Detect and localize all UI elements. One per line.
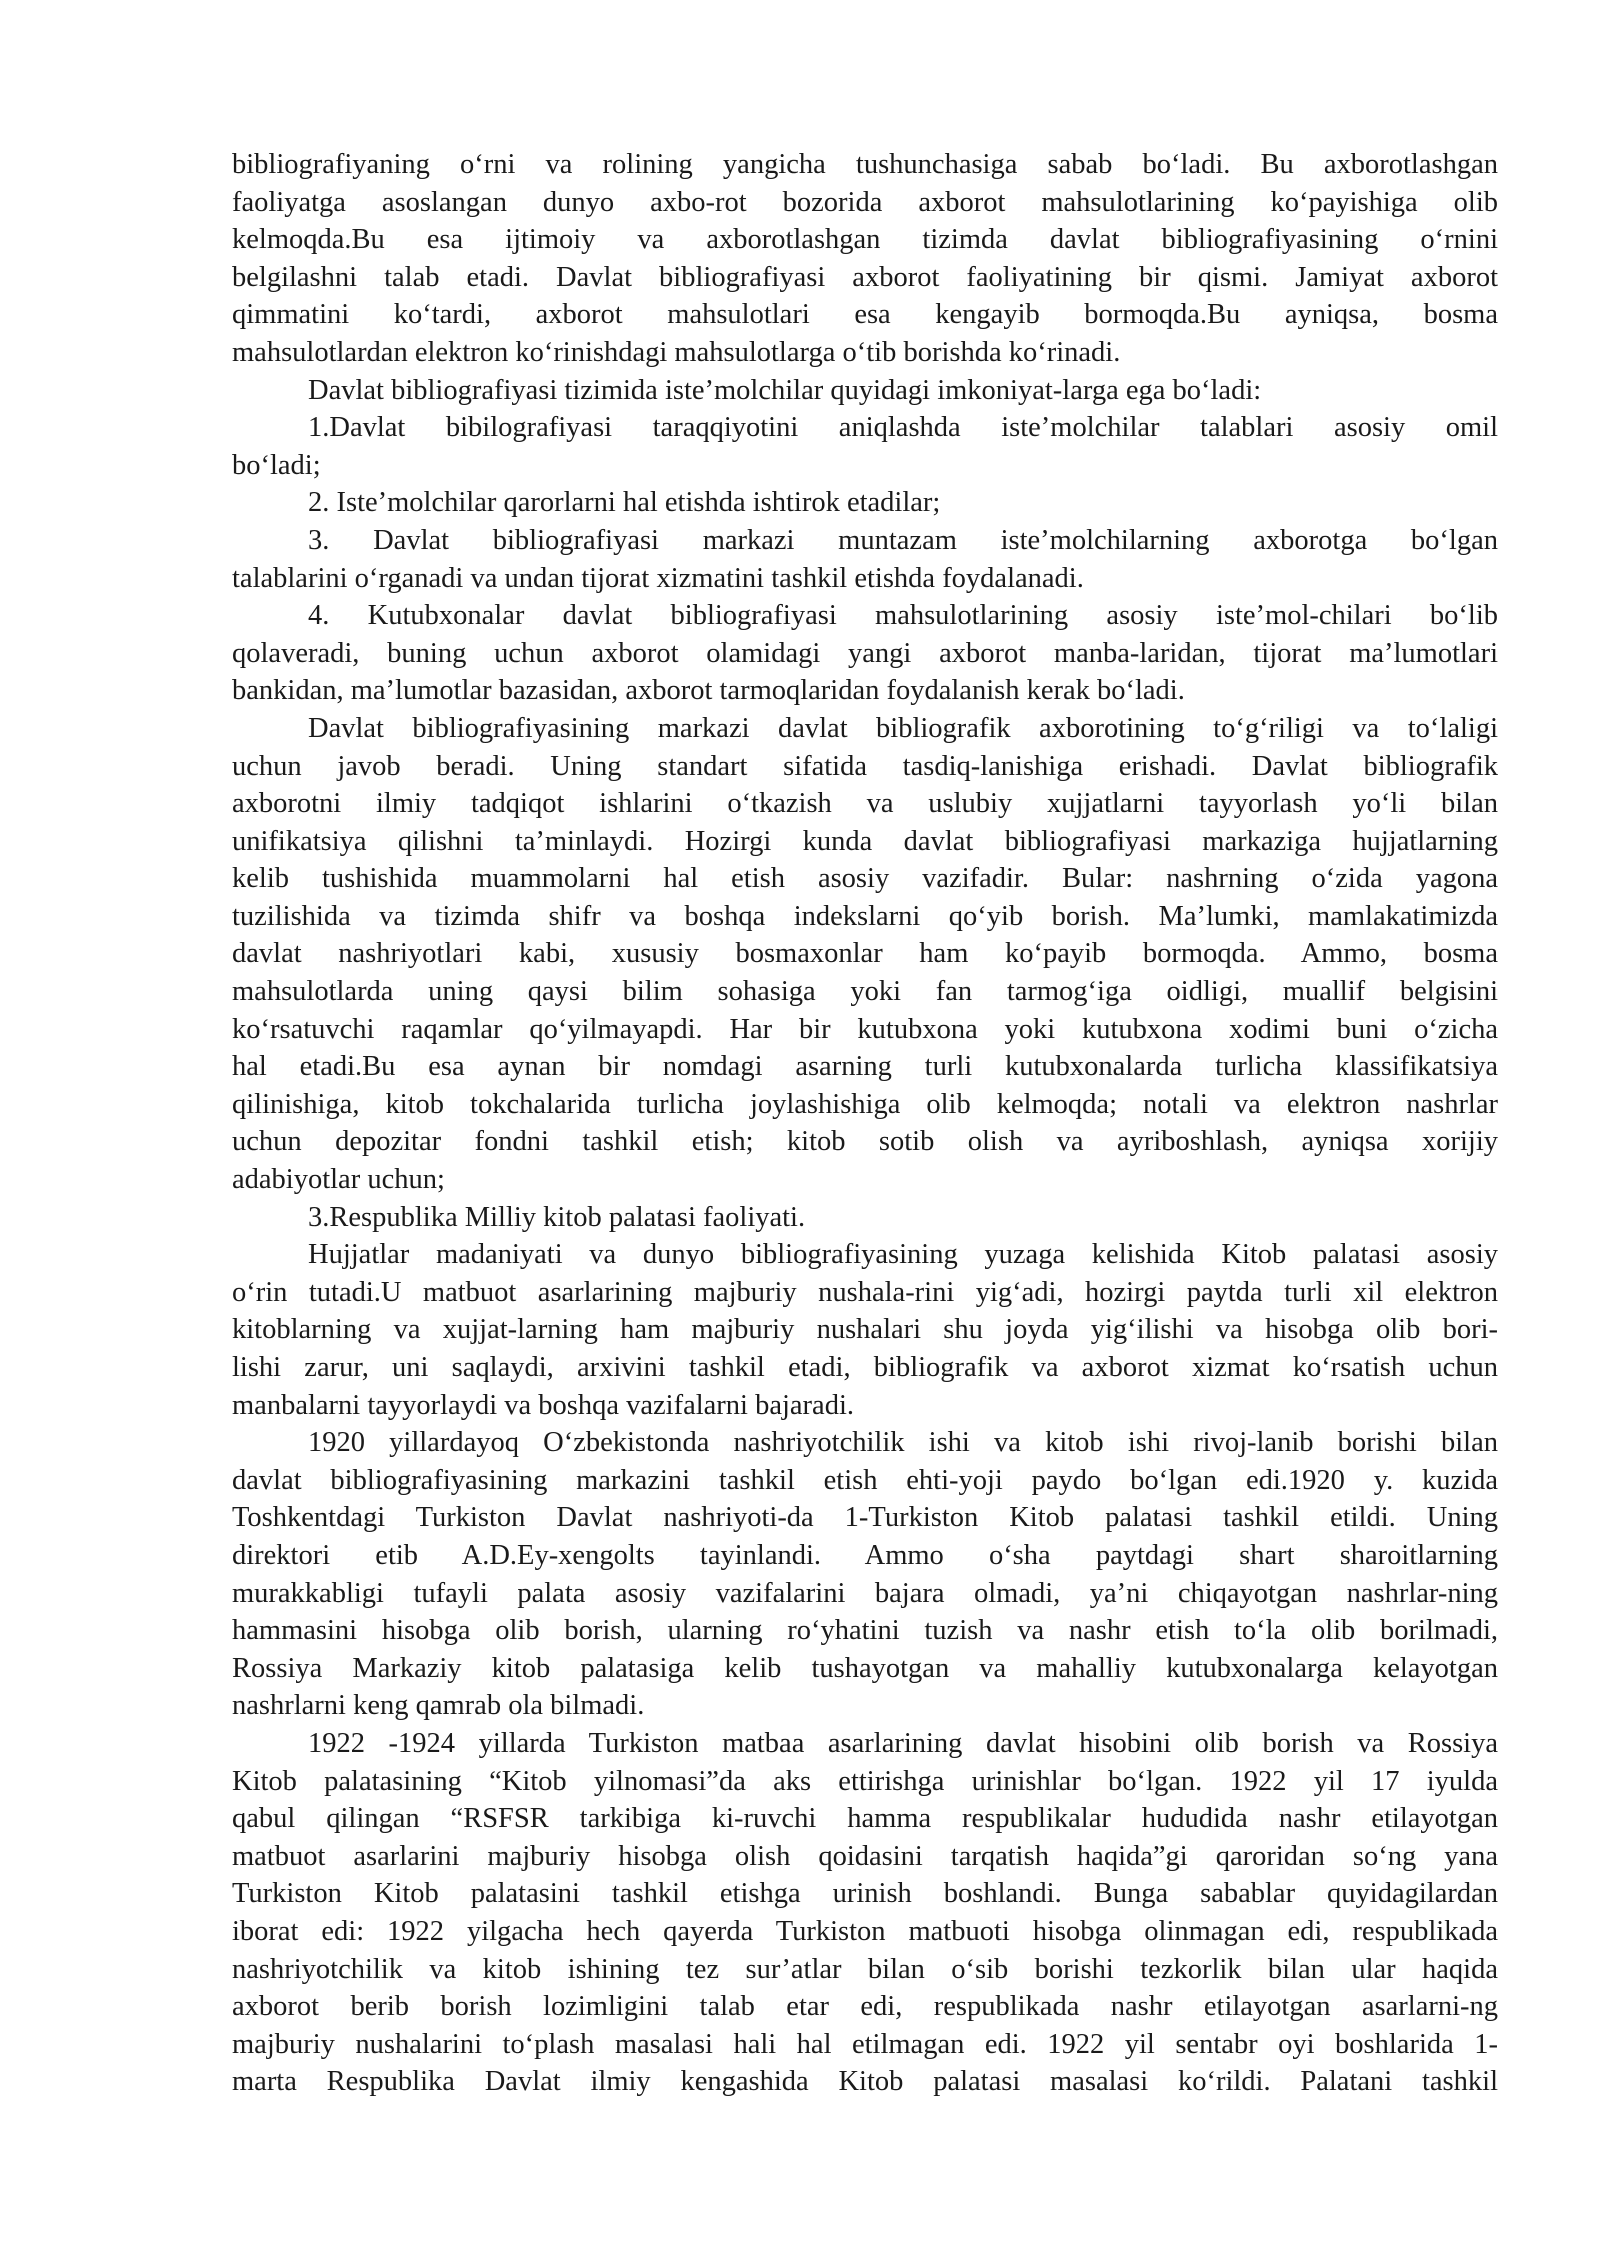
text-line: hal etadi.Bu esa aynan bir nomdagi asarning turli kutubxonalarda turlicha klassifikatsiya: [232, 1051, 1498, 1083]
text-line: qolaveradi, buning uchun axborot olamidagi yangi axborot manba-laridan, tijorat ma’lumotlari: [232, 637, 1498, 669]
text-line: Davlat bibliografiyasining markazi davlat bibliografik axborotining to‘g‘riligi va to‘laligi: [308, 712, 1498, 744]
text-line: Rossiya Markaziy kitob palatasiga kelib tushayotgan va mahalliy kutubxonalarga kelayotgan: [232, 1652, 1498, 1684]
text-line: lishi zarur, uni saqlaydi, arxivini tashkil etadi, bibliografik va axborot xizmat ko‘rsatish uchun: [232, 1352, 1498, 1383]
text-line: 1.Davlat bibilografiyasi taraqqiyotini aniqlashda iste’molchilar talablari asosiy omil: [308, 412, 1498, 444]
text-line: bo‘ladi;: [232, 449, 321, 481]
text-line: uchun depozitar fondni tashkil etish; kitob sotib olish va ayriboshlash, ayniqsa xorijiy: [232, 1126, 1498, 1158]
text-line: bibliografiyaning o‘rni va rolining yangicha tushunchasiga sabab bo‘ladi. Bu axborotlashgan: [232, 149, 1498, 180]
text-line: qabul qilingan “RSFSR tarkibiga ki-ruvchi hamma respublikalar hududida nashr etilayotgan: [232, 1803, 1498, 1835]
text-line: majburiy nushalarini to‘plash masalasi hali hal etilmagan edi. 1922 yil sentabr oyi boshlarida 1-: [232, 2028, 1498, 2060]
text-line: tuzilishida va tizimda shifr va boshqa indekslarni qo‘yib borish. Ma’lumki, mamlakatimizda: [232, 900, 1498, 932]
text-line: Hujjatlar madaniyati va dunyo bibliografiyasining yuzaga kelishida Kitob palatasi asosiy: [308, 1239, 1498, 1271]
text-line: davlat bibliografiyasining markazini tashkil etish ehti-yoji paydo bo‘lgan edi.1920 y. kuzida: [232, 1464, 1498, 1496]
text-line: hammasini hisobga olib borish, ularning ro‘yhatini tuzish va nashr etish to‘la olib borilmadi,: [232, 1615, 1498, 1647]
text-line: talablarini o‘rganadi va undan tijorat xizmatini tashkil etishda foydalanadi.: [232, 562, 1084, 594]
text-line: nashriyotchilik va kitob ishining tez sur’atlar bilan o‘sib borishi tezkorlik bilan ular haqida: [232, 1953, 1498, 1985]
text-line: faoliyatga asoslangan dunyo axbo-rot bozorida axborot mahsulotlarining ko‘payishiga olib: [232, 186, 1498, 218]
text-line: mahsulotlarda uning qaysi bilim sohasiga yoki fan tarmog‘iga oidligi, muallif belgisini: [232, 976, 1498, 1008]
text-line: 2. Iste’molchilar qarorlarni hal etishda ishtirok etadilar;: [308, 487, 941, 519]
text-line: qilinishiga, kitob tokchalarida turlicha joylashishiga olib kelmoqda; notali va elektron nashrlar: [232, 1088, 1498, 1120]
text-line: marta Respublika Davlat ilmiy kengashida Kitob palatasi masalasi ko‘rildi. Palatani tashkil: [232, 2066, 1498, 2098]
document-page: [232, 146, 1498, 2101]
text-line: kitoblarning va xujjat-larning ham majburiy nushalari shu joyda yig‘ilishi va hisobga olib bori-: [232, 1314, 1498, 1346]
text-line: bankidan, ma’lumotlar bazasidan, axborot tarmoqlaridan foydalanish kerak bo‘ladi.: [232, 675, 1185, 707]
text-line: Davlat bibliografiyasi tizimida iste’molchilar quyidagi imkoniyat-larga ega bo‘ladi:: [308, 374, 1262, 406]
text-line: direktori etib A.D.Ey-xengolts tayinlandi. Ammo o‘sha paytdagi shart sharoitlarning: [232, 1539, 1498, 1571]
text-line: axborotni ilmiy tadqiqot ishlarini o‘tkazish va uslubiy xujjatlarni tayyorlash yo‘li bilan: [232, 788, 1498, 820]
text-line: 1922 -1924 yillarda Turkiston matbaa asarlarining davlat hisobini olib borish va Rossiya: [308, 1727, 1498, 1759]
text-line: 1920 yillardayoq O‘zbekistonda nashriyotchilik ishi va kitob ishi rivoj-lanib borishi bilan: [308, 1427, 1498, 1459]
text-line: mahsulotlardan elektron ko‘rinishdagi mahsulotlarga o‘tib borishda ko‘rinadi.: [232, 336, 1121, 368]
text-line: manbalarni tayyorlaydi va boshqa vazifalarni bajaradi.: [232, 1389, 854, 1421]
text-line: Kitob palatasining “Kitob yilnomasi”da aks ettirishga urinishlar bo‘lgan. 1922 yil 17 iyulda: [232, 1765, 1498, 1797]
text-line: ko‘rsatuvchi raqamlar qo‘yilmayapdi. Har bir kutubxona yoki kutubxona xodimi buni o‘zicha: [232, 1013, 1498, 1045]
text-line: 4. Kutubxonalar davlat bibliografiyasi mahsulotlarining asosiy iste’mol-chilari bo‘lib: [308, 600, 1498, 632]
text-line: o‘rin tutadi.U matbuot asarlarining majburiy nushala-rini yig‘adi, hozirgi paytda turli xil elektron: [232, 1276, 1498, 1308]
text-line: murakkabligi tufayli palata asosiy vazifalarini bajara olmadi, ya’ni chiqayotgan nashrlar-ning: [232, 1577, 1498, 1609]
text-line: Toshkentdagi Turkiston Davlat nashriyoti-da 1-Turkiston Kitob palatasi tashkil etildi. Uning: [232, 1502, 1498, 1534]
text-line: 3. Davlat bibliografiyasi markazi muntazam iste’molchilarning axborotga bo‘lgan: [308, 524, 1498, 556]
text-line: iborat edi: 1922 yilgacha hech qayerda Turkiston matbuoti hisobga olinmagan edi, respublikada: [232, 1915, 1498, 1947]
text-line: 3.Respublika Milliy kitob palatasi faoliyati.: [308, 1201, 806, 1233]
text-line: qimmatini ko‘tardi, axborot mahsulotlari esa kengayib bormoqda.Bu ayniqsa, bosma: [232, 299, 1498, 331]
text-line: uchun javob beradi. Uning standart sifatida tasdiq-lanishiga erishadi. Davlat bibliografik: [232, 750, 1498, 782]
text-line: kelmoqda.Bu esa ijtimoiy va axborotlashgan tizimda davlat bibliografiyasining o‘rnini: [232, 224, 1498, 256]
text-line: unifikatsiya qilishni ta’minlaydi. Hozirgi kunda davlat bibliografiyasi markaziga hujjatlarning: [232, 825, 1498, 857]
text-line: davlat nashriyotlari kabi, xususiy bosmaxonlar ham ko‘payib bormoqda. Ammo, bosma: [232, 938, 1498, 970]
text-line: nashrlarni keng qamrab ola bilmadi.: [232, 1690, 645, 1722]
text-line: axborot berib borish lozimligini talab etar edi, respublikada nashr etilayotgan asarlarni-ng: [232, 1991, 1498, 2023]
text-line: matbuot asarlarini majburiy hisobga olish qoidasini tarqatish haqida”gi qaroridan so‘ng yana: [232, 1840, 1498, 1872]
text-line: Turkiston Kitob palatasini tashkil etishga urinish boshlandi. Bunga sabablar quyidagilardan: [232, 1878, 1498, 1910]
text-line: kelib tushishida muammolarni hal etish asosiy vazifadir. Bular: nashrning o‘zida yagona: [232, 863, 1498, 895]
text-line: adabiyotlar uchun;: [232, 1164, 445, 1196]
text-line: belgilashni talab etadi. Davlat bibliografiyasi axborot faoliyatining bir qismi. Jamiyat axborot: [232, 261, 1498, 293]
